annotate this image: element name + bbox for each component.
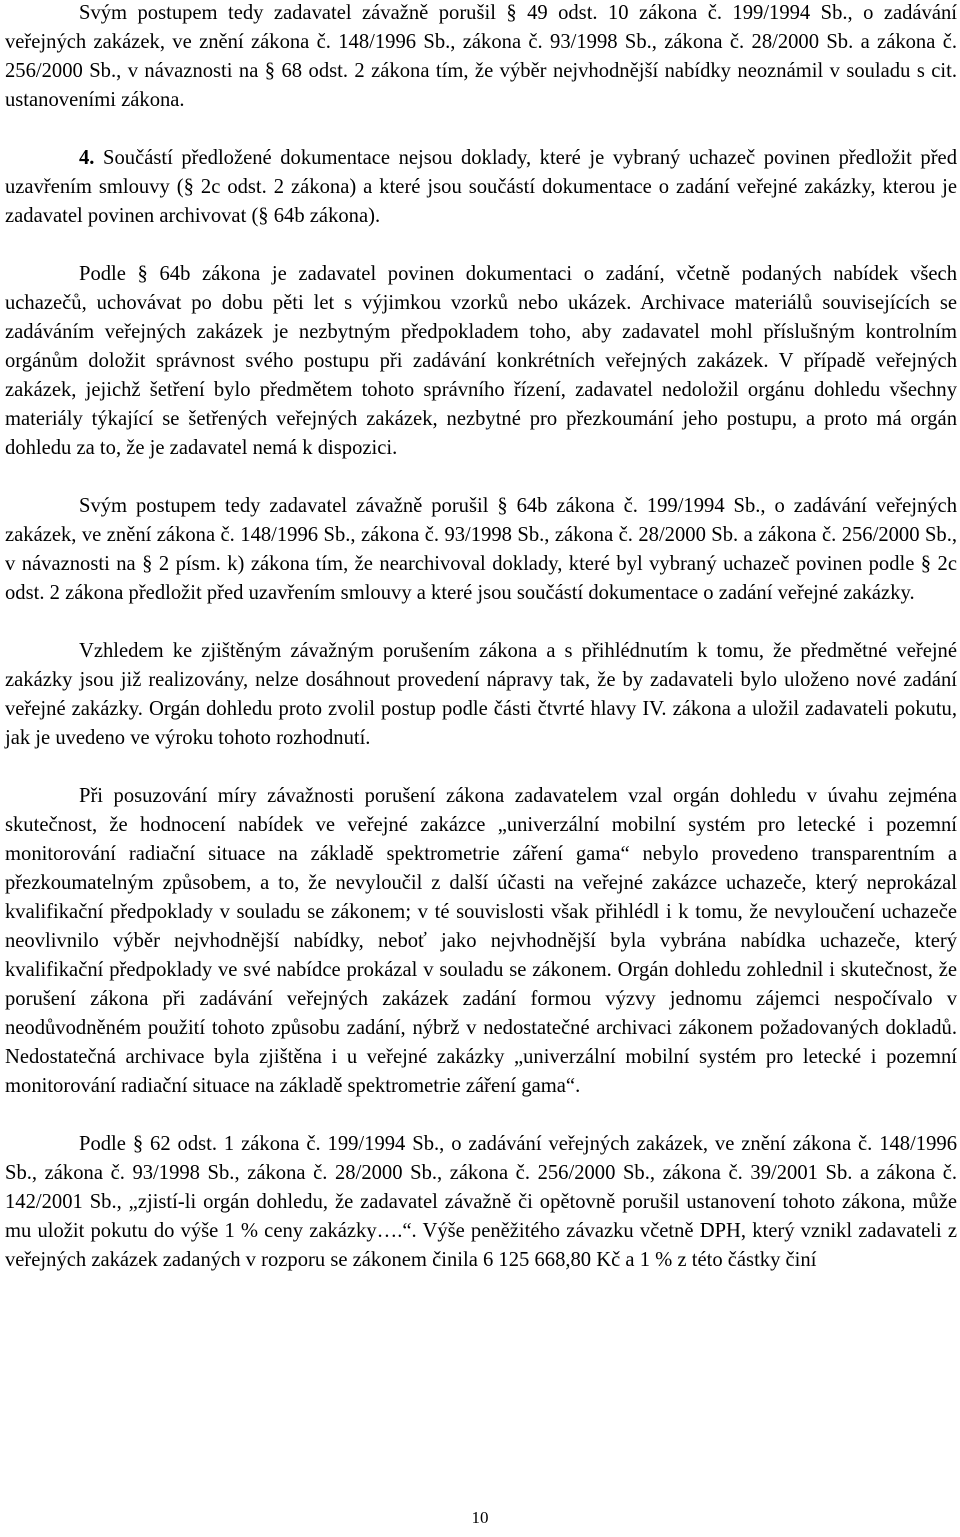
document-body: [5, 0, 957, 1275]
page-number: 10: [471, 1508, 489, 1527]
paragraph-penalty-procedure: Vzhledem ke zjištěným závažným porušením zákona a s přihlédnutím k tomu, že předmětné veřejné zakázky jsou již realizovány, nelze dosáhnout provedení nápravy tak, že by zadavateli bylo uloženo nové zadání veřejné zakázky. Orgán dohledu proto zvolil postup podle části čtvrté hlavy IV. zákona a uložil zadavateli pokutu, jak je uvedeno ve výroku tohoto rozhodnutí.: [5, 640, 957, 749]
paragraph-point-4: [5, 144, 957, 231]
point-4-text: Součástí předložené dokumentace nejsou doklady, které je vybraný uchazeč povinen předložit před uzavřením smlouvy (§ 2c odst. 2 zákona) a které jsou součástí dokumentace o zadání veřejné zakázky, kterou je zadavatel povinen archivovat (§ 64b zákona).: [5, 147, 957, 227]
paragraph-severity-assessment: Při posuzování míry závažnosti porušení zákona zadavatelem vzal orgán dohledu v úvahu zejména skutečnost, že hodnocení nabídek ve veřejné zakázce „univerzální mobilní systém pro letecké i pozemní monitorování radiační situace na základě spektrometrie záření gama“ nebylo provedeno transparentním a přezkoumatelným způsobem, a to, že nevyloučil z další účasti na veřejné zakázce uchazeče, který neprokázal kvalifikační předpoklady v souladu se zákonem; v té souvislosti však přihlédl i k tomu, že nevyloučení uchazeče neovlivnilo výběr nejvhodnější nabídky, neboť jako nejvhodnější byla vybrána nabídka uchazeče, který kvalifikační předpoklady ve své nabídce prokázal v souladu se zákonem. Orgán dohledu zohlednil i skutečnost, že porušení zákona při zadávání veřejných zakázek zadání formou výzvy jednomu zájemci nespočívalo v neodůvodněném použití tohoto způsobu zadání, nýbrž v nedostatečné archivaci zákonem požadovaných dokladů. Nedostatečná archivace byla zjištěna i u veřejné zakázky „univerzální mobilní systém pro letecké i pozemní monitorování radiační situace na základě spektrometrie záření gama“.: [5, 785, 957, 1097]
point-number: 4.: [79, 147, 95, 169]
paragraph-violation-64b: Svým postupem tedy zadavatel závažně porušil § 64b zákona č. 199/1994 Sb., o zadávání veřejných zakázek, ve znění zákona č. 148/1996 Sb., zákona č. 93/1998 Sb., zákona č. 28/2000 Sb. a zákona č. 256/2000 Sb., v návaznosti na § 2 písm. k) zákona tím, že nearchivoval doklady, které byl vybraný uchazeč povinen podle § 2c odst. 2 zákona předložit před uzavřením smlouvy a které jsou součástí dokumentace o zadání veřejné zakázky.: [5, 495, 957, 604]
paragraph-archiving-64b: Podle § 64b zákona je zadavatel povinen dokumentaci o zadání, včetně podaných nabídek všech uchazečů, uchovávat po dobu pěti let s výjimkou vzorků nebo ukázek. Archivace materiálů souvisejících se zadáváním veřejných zakázek je nezbytným předpokladem toho, aby zadavatel mohl příslušným kontrolním orgánům doložit správnost svého postupu při zadávání konkrétních veřejných zakázek. V případě veřejných zakázek, jejichž šetření bylo předmětem tohoto správního řízení, zadavatel nedoložil orgánu dohledu všechny materiály týkající se šetřených veřejných zakázek, nezbytné pro přezkoumání jeho postupu, a proto má orgán dohledu za to, že je zadavatel nemá k dispozici.: [5, 263, 957, 459]
paragraph-violation-49: Svým postupem tedy zadavatel závažně porušil § 49 odst. 10 zákona č. 199/1994 Sb., o zadávání veřejných zakázek, ve znění zákona č. 148/1996 Sb., zákona č. 93/1998 Sb., zákona č. 28/2000 Sb. a zákona č. 256/2000 Sb., v návaznosti na § 68 odst. 2 zákona tím, že výběr nejvhodnější nabídky neoznámil v souladu s cit. ustanoveními zákona.: [5, 2, 957, 111]
paragraph-penalty-amount: Podle § 62 odst. 1 zákona č. 199/1994 Sb., o zadávání veřejných zakázek, ve znění zákona č. 148/1996 Sb., zákona č. 93/1998 Sb., zákona č. 28/2000 Sb., zákona č. 256/2000 Sb., zákona č. 39/2001 Sb. a zákona č. 142/2001 Sb., „zjistí-li orgán dohledu, že zadavatel závažně či opětovně porušil ustanovení tohoto zákona, může mu uložit pokutu do výše 1 % ceny zakázky….“. Výše peněžitého závazku včetně DPH, který vznikl zadavateli z veřejných zakázek zadaných v rozporu se zákonem činila 6 125 668,80 Kč a 1 % z této částky činí: [5, 1133, 957, 1271]
